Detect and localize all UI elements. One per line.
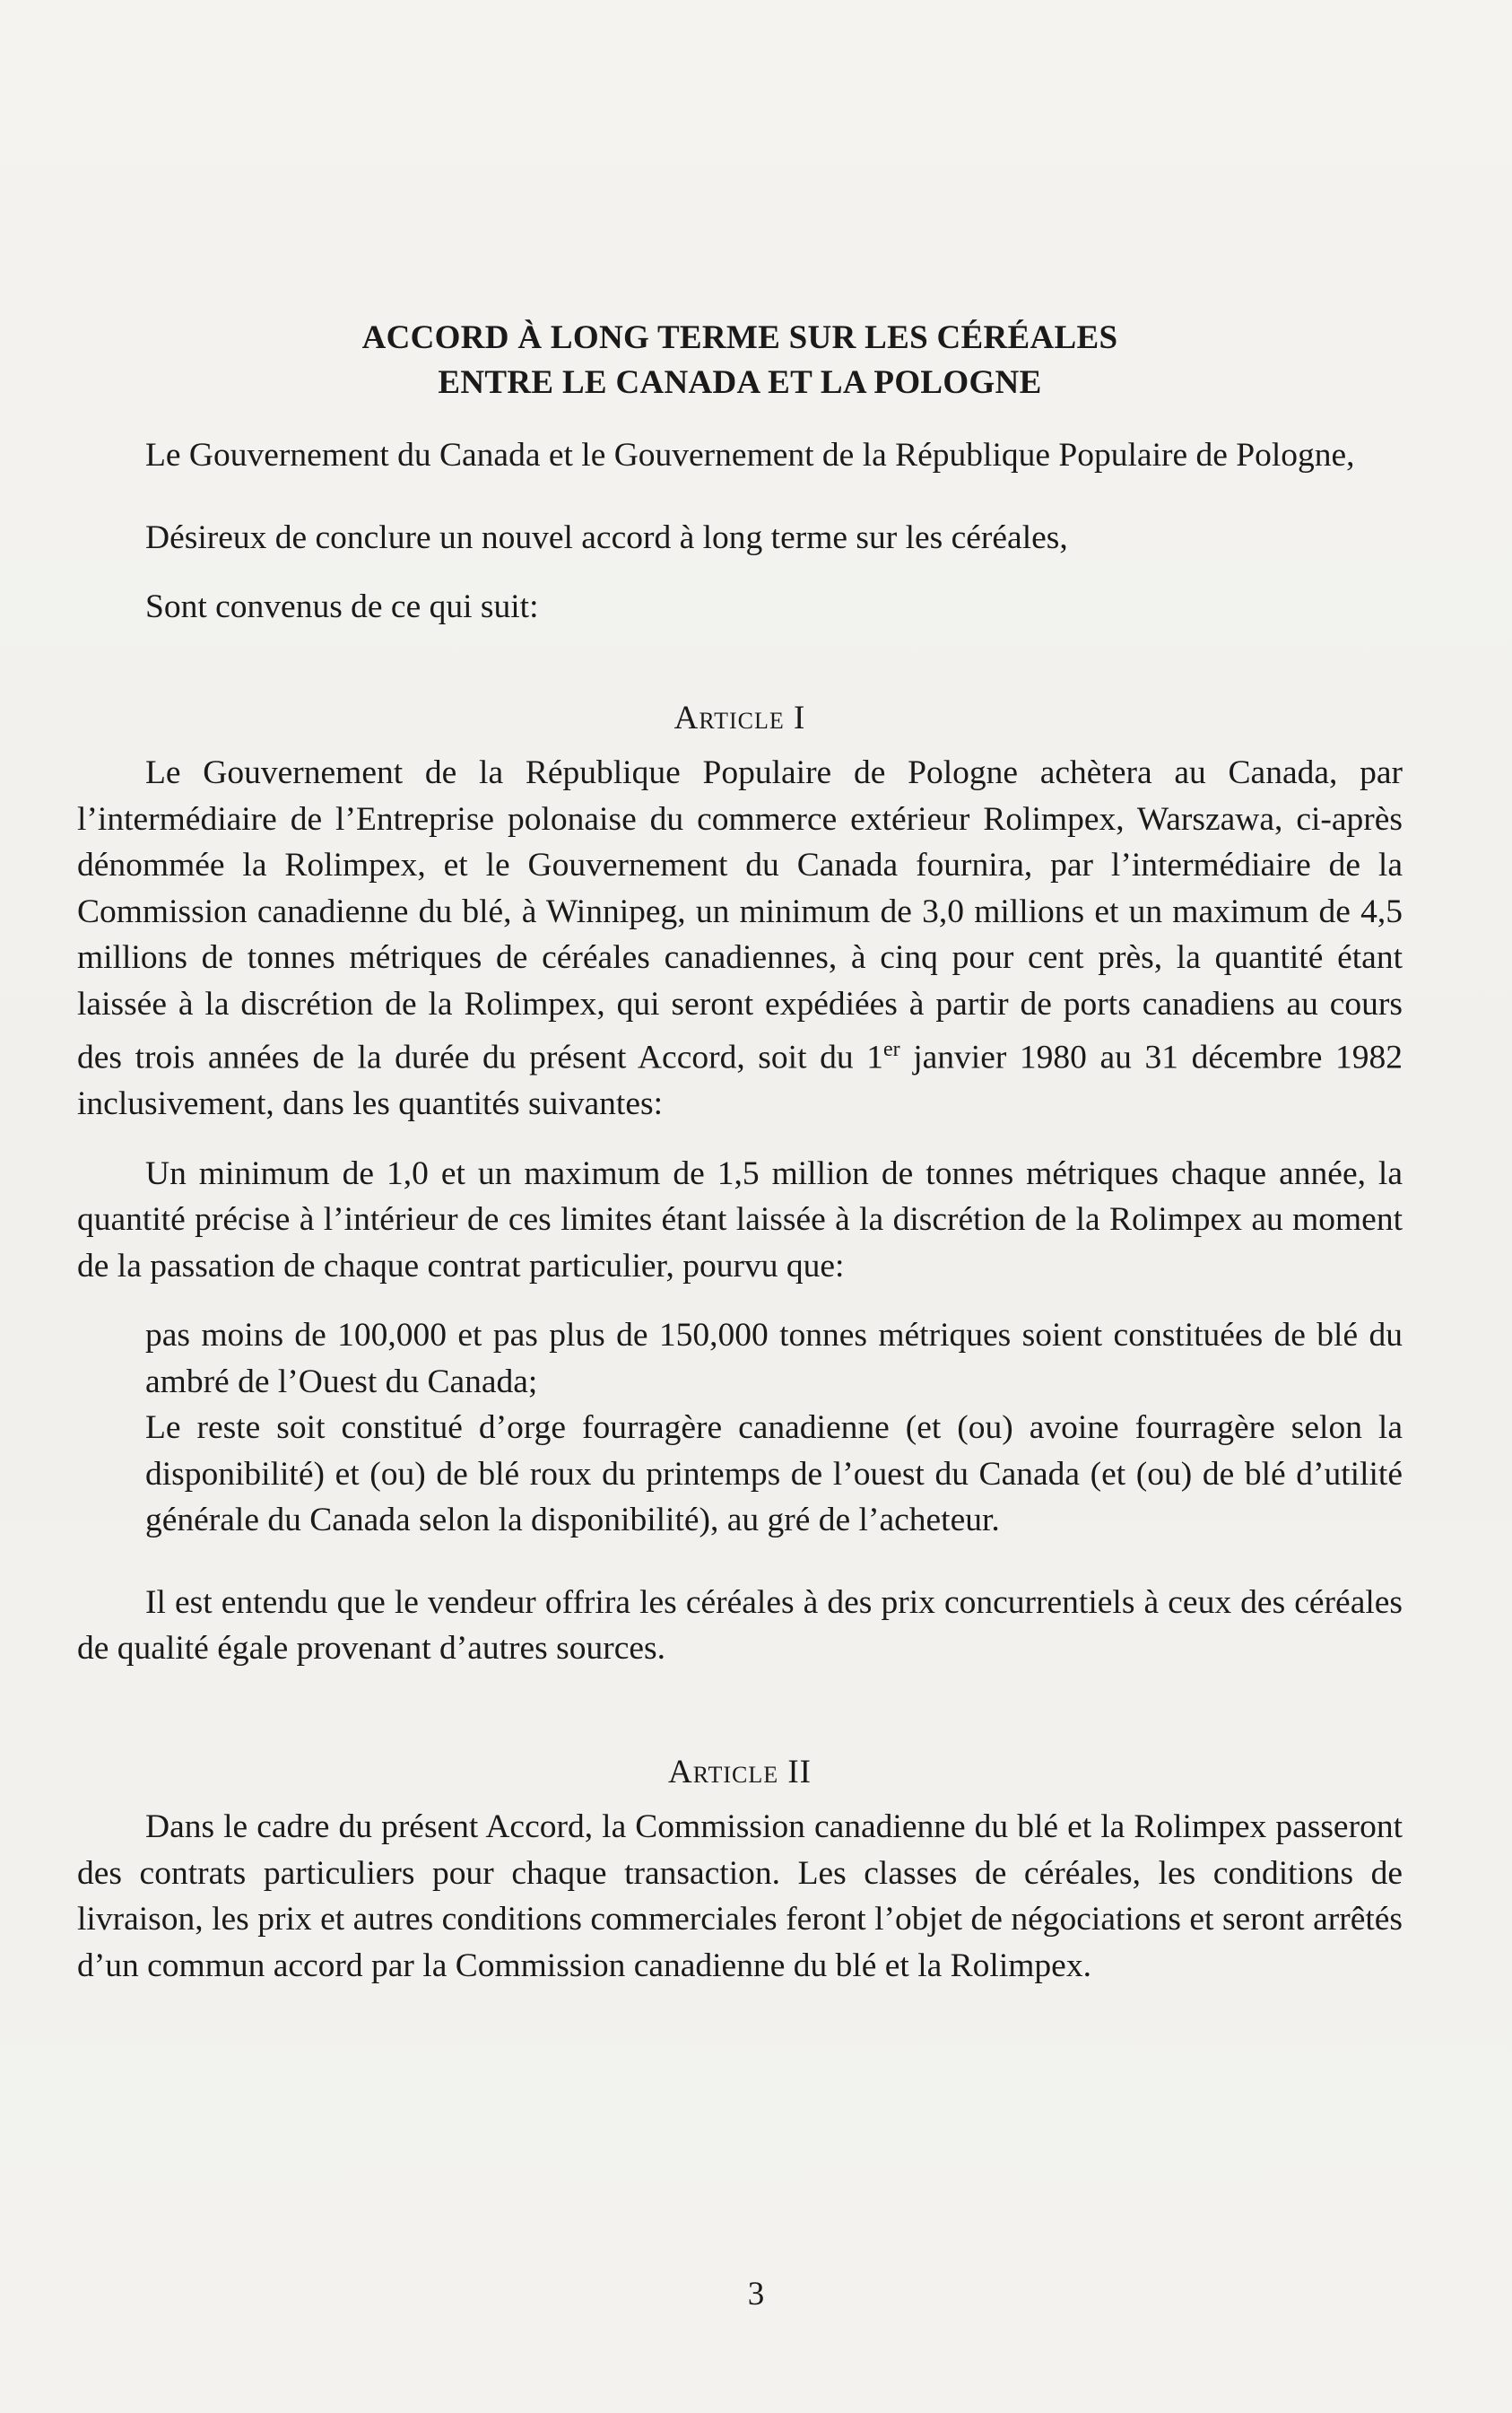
document-title xyxy=(77,316,1403,405)
article-2-text: Dans le cadre du présent Accord, la Commission canadienne du blé et la Rolimpex passeront des contrats particuliers pour chaque transaction. Les classes de céréales, les conditions de livraison, les prix et autres conditions commerciales feront l’objet de négociations et seront arrêtés d’un commun accord par la Commission canadienne du blé et la Rolimpex. xyxy=(77,1808,1403,1984)
preamble-desire: Désireux de conclure un nouvel accord à long terme sur les céréales, xyxy=(145,518,1068,556)
article-1-main-text: Le Gouvernement de la République Populaire de Pologne achètera au Canada, par l’intermédiaire de l’Entreprise polonaise du commerce extérieur Rolimpex, Warszawa, ci-après dénommée la Rolimpex, et le Gouvernement du Canada fournira, par l’intermédiaire de la Commission canadienne du blé, à Winnipeg, un minimum de 3,0 millions et un maximum de 4,5 millions de tonnes métriques de céréales canadiennes, à cinq pour cent près, la quantité étant laissée à la discrétion de la Rolimpex, qui seront expédiées à partir de ports canadiens au cours des trois années de la durée du présent Accord, soit du 1 xyxy=(77,754,1403,1076)
document-body xyxy=(77,316,1403,1989)
article-1-pricing: Il est entendu que le vendeur offrira les céréales à des prix concurrentiels à ceux des céréales de qualité égale provenant d’autres sources. xyxy=(77,1583,1403,1667)
title-line-1: ACCORD À LONG TERME SUR LES CÉRÉALES xyxy=(361,319,1118,356)
title-line-2: ENTRE LE CANADA ET LA POLOGNE xyxy=(438,364,1042,401)
article-1-condition-2: Le reste soit constitué d’orge fourragère canadienne (et (ou) avoine fourragère selon la disponibilité) et (ou) de blé roux du printemps de l’ouest du Canada (et (ou) de blé d’utilité générale du Canada selon la disponibilité), au gré de l’acheteur. xyxy=(145,1409,1403,1538)
article-1-annual-quantities: Un minimum de 1,0 et un maximum de 1,5 million de tonnes métriques chaque année, la quantité précise à l’intérieur de ces limites étant laissée à la discrétion de la Rolimpex au moment de la passation de chaque contrat particulier, pourvu que: xyxy=(77,1154,1403,1285)
article-1-main-paragraph xyxy=(77,750,1403,1128)
preamble-parties: Le Gouvernement du Canada et le Gouvernement de la République Populaire de Pologne, xyxy=(145,437,1355,474)
article-1-ordinal-suffix: er xyxy=(882,1038,900,1061)
article-1-main-text-end: janvier 1980 au 31 décembre 1982 inclusivement, dans les quantités suivantes: xyxy=(77,1039,1403,1122)
article-1-heading: Article I xyxy=(673,699,806,736)
page-number: 3 xyxy=(747,2276,765,2313)
article-1-condition-1: pas moins de 100,000 et pas plus de 150,000 tonnes métriques soient constituées de blé du ambré de l’Ouest du Canada; xyxy=(145,1317,1403,1400)
preamble-agreed: Sont convenus de ce qui suit: xyxy=(145,588,539,625)
article-2-heading: Article II xyxy=(667,1753,812,1790)
